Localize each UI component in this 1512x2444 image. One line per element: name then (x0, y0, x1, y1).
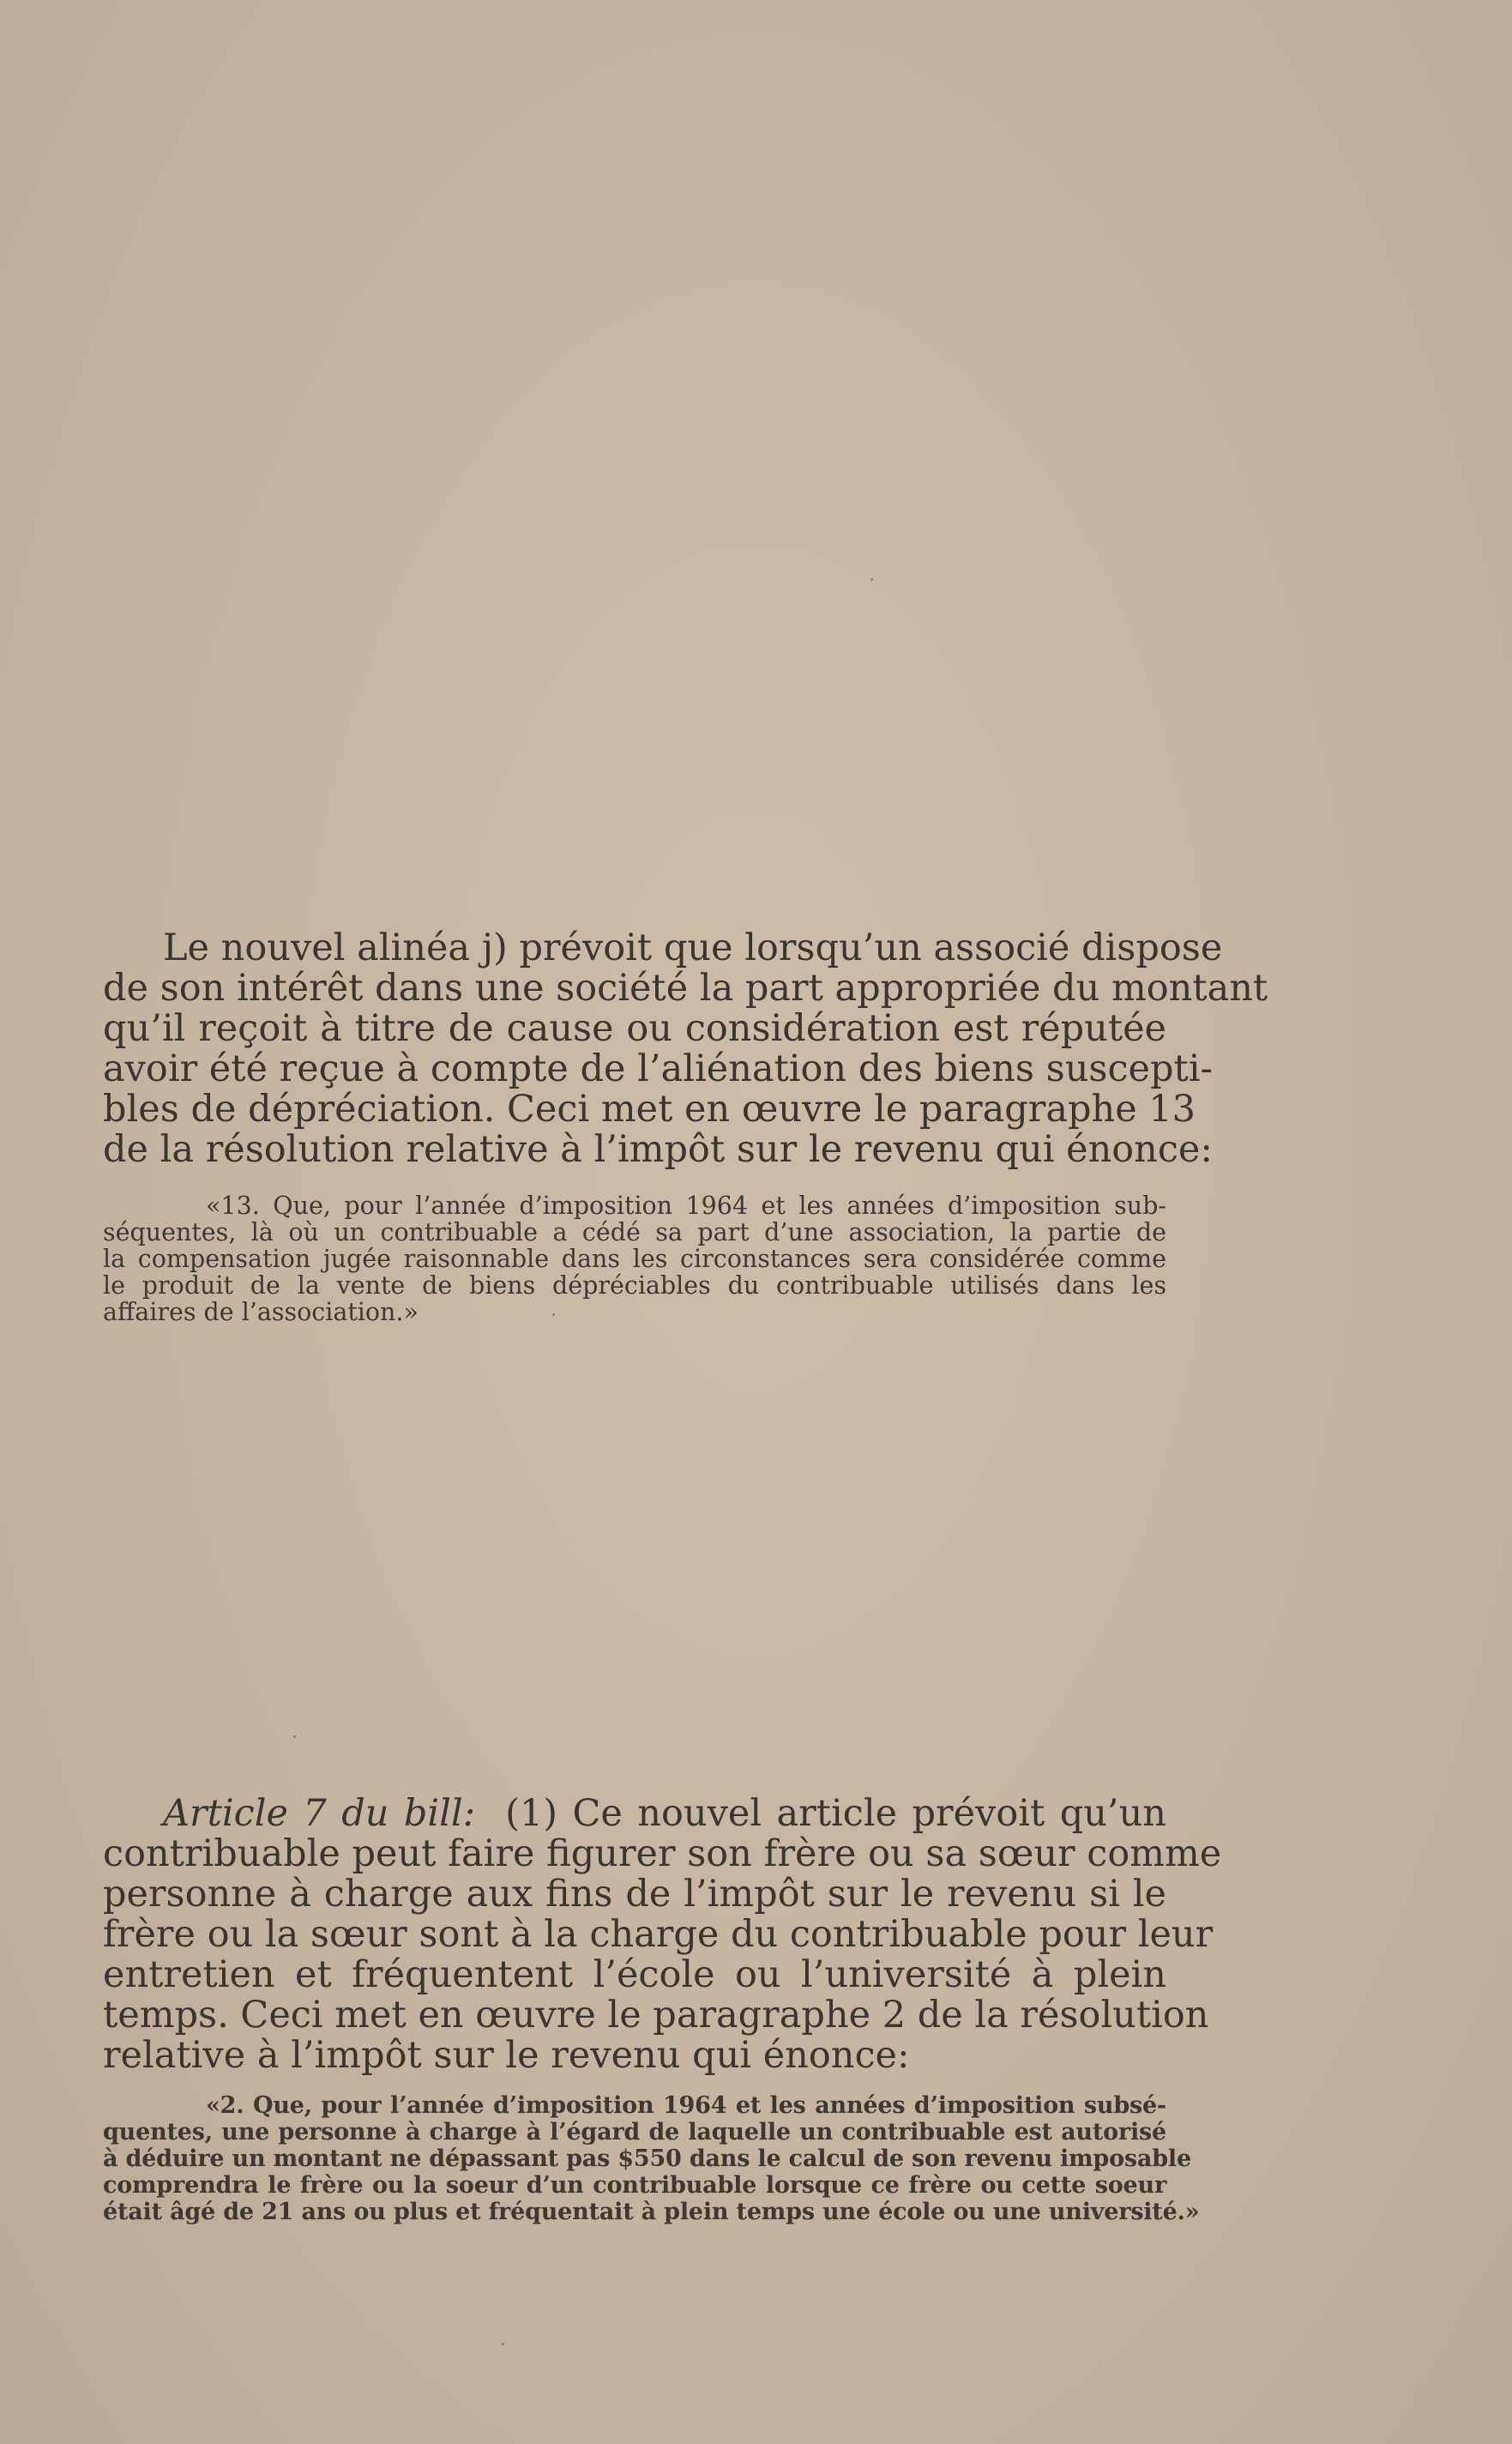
paper-speck (293, 1735, 296, 1738)
quote-line: la compensation jugée raisonnable dans les circonstances sera considérée comme (103, 1245, 1166, 1273)
paragraph-article-7 (103, 1792, 1222, 2077)
quote-resolution-2 (103, 2092, 1200, 2225)
quote-line: à déduire un montant ne dépassant pas $550 dans le calcul de son revenu imposable (103, 2145, 1191, 2172)
quote-resolution-13 (103, 1192, 1166, 1325)
paragraph-line: bles de dépréciation. Ceci met en œuvre le paragraphe 13 (103, 1088, 1196, 1131)
paragraph-line: entretien et fréquentent l’école ou l’université à plein (103, 1953, 1166, 1996)
quote-line: le produit de la vente de biens dépréciables du contribuable utilisés dans les (103, 1271, 1166, 1300)
paragraph-line (103, 1794, 1166, 1834)
paper-speck (870, 578, 873, 581)
paragraph-line: personne à charge aux fins de l’impôt sur le revenu si le (103, 1873, 1166, 1916)
paragraph-line: relative à l’impôt sur le revenu qui énonce: (103, 2034, 910, 2077)
paper-speck (552, 1313, 555, 1316)
paragraph-line: frère ou la sœur sont à la charge du contribuable pour leur (103, 1913, 1214, 1956)
quote-line: «13. Que, pour l’année d’imposition 1964 et les années d’imposition sub- (206, 1192, 1166, 1220)
paragraph-line: de la résolution relative à l’impôt sur le revenu qui énonce: (103, 1128, 1213, 1171)
paragraph-line: Le nouvel alinéa j) prévoit que lorsqu’un associé dispose (163, 926, 1223, 969)
quote-line: était âgé de 21 ans ou plus et fréquentait à plein temps une école ou une université.» (103, 2199, 1200, 2225)
paragraph-line-text: (1) Ce nouvel article prévoit qu’un (505, 1792, 1166, 1835)
paragraph-line: contribuable peut faire figurer son frère ou sa sœur comme (103, 1832, 1222, 1875)
article-heading: Article 7 du bill: (163, 1792, 476, 1835)
paper-speck (502, 2343, 504, 2345)
paragraph-alinea-j (103, 926, 1268, 1171)
quote-line: séquentes, là où un contribuable a cédé sa part d’une association, la partie de (103, 1218, 1166, 1246)
quote-line: affaires de l’association.» (103, 1298, 419, 1326)
paragraph-line: avoir été reçue à compte de l’aliénation des biens suscepti- (103, 1047, 1214, 1090)
paragraph-line: qu’il reçoit à titre de cause ou considération est réputée (103, 1007, 1166, 1050)
quote-line: «2. Que, pour l’année d’imposition 1964 et les années d’imposition subsé- (206, 2092, 1166, 2119)
paragraph-line: de son intérêt dans une société la part appropriée du montant (103, 967, 1268, 1010)
quote-line: quentes, une personne à charge à l’égard de laquelle un contribuable est autorisé (103, 2119, 1166, 2145)
quote-line: comprendra le frère ou la soeur d’un contribuable lorsque ce frère ou cette soeur (103, 2172, 1166, 2199)
paragraph-line: temps. Ceci met en œuvre le paragraphe 2 de la résolution (103, 1994, 1209, 2037)
